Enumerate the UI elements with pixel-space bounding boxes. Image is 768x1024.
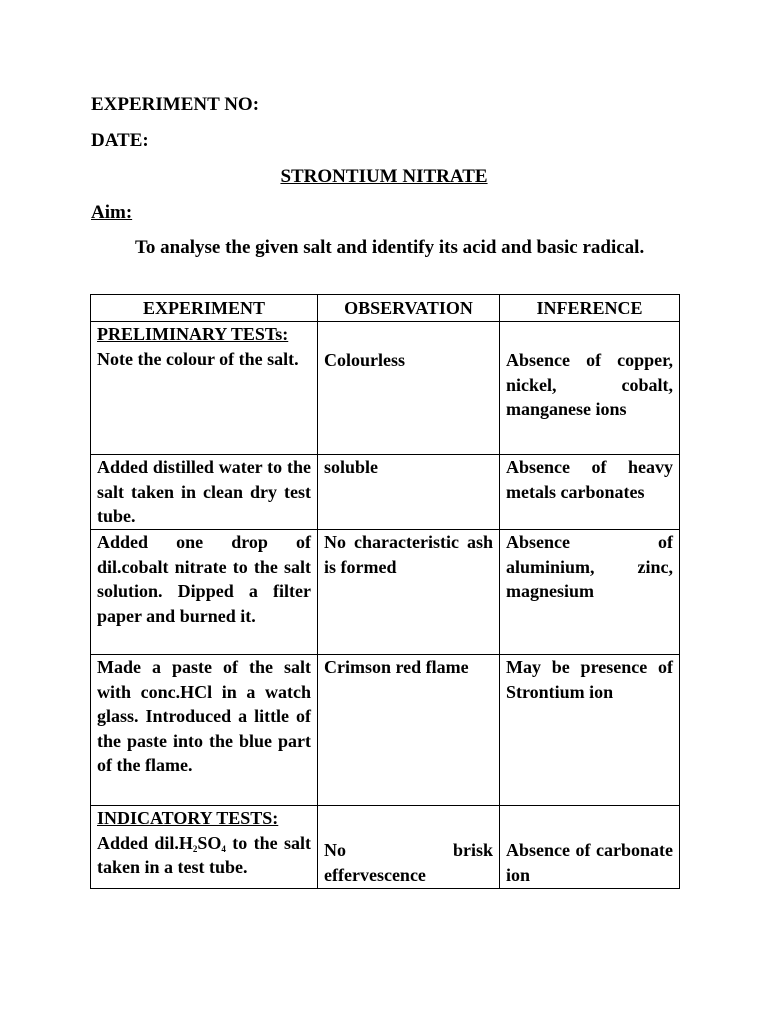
experiment-number-label: EXPERIMENT NO:	[91, 94, 260, 115]
page-title: STRONTIUM NITRATE	[280, 166, 488, 187]
inference-cell	[500, 806, 680, 889]
column-header-inference: INFERENCE	[500, 295, 680, 322]
inference-text: Absence of carbonate ion	[506, 840, 673, 885]
table-row	[91, 322, 680, 455]
experiment-cell	[91, 322, 318, 455]
experiment-text-part: to the salt taken in a test tube.	[97, 832, 311, 878]
experiment-text: Note the colour of the salt.	[97, 348, 299, 369]
experiment-cell: Added distilled water to the salt taken in clean dry test tube.	[91, 455, 318, 530]
experiment-cell	[91, 806, 318, 889]
table-row	[91, 806, 680, 889]
inference-cell: Absence of aluminium, zinc, magnesium	[500, 530, 680, 655]
experiment-cell: Made a paste of the salt with conc.HCl in a watch glass. Introduced a little of the paste into the blue part of the flame.	[91, 655, 318, 806]
inference-cell: Absence of heavy metals carbonates	[500, 455, 680, 530]
inference-cell	[500, 322, 680, 455]
observation-cell: No characteristic ash is formed	[318, 530, 500, 655]
experiment-text-part: Added dil.H	[97, 832, 193, 853]
table-row	[91, 455, 680, 530]
table-row	[91, 655, 680, 806]
subscript: 2	[192, 843, 198, 854]
inference-text: Absence of copper, nickel, cobalt, manganese ions	[506, 350, 673, 420]
observation-cell	[318, 322, 500, 455]
table-row	[91, 530, 680, 655]
table-header-row	[91, 295, 680, 322]
experiment-table	[90, 294, 680, 889]
aim-label: Aim:	[91, 202, 133, 223]
observation-text: No brisk effervescence	[324, 840, 493, 885]
subscript: 4	[221, 843, 226, 854]
observation-text: Colourless	[324, 350, 405, 370]
observation-cell: Crimson red flame	[318, 655, 500, 806]
observation-cell	[318, 806, 500, 889]
experiment-text-part: SO	[197, 832, 222, 853]
observation-cell: soluble	[318, 455, 500, 530]
inference-cell: May be presence of Strontium ion	[500, 655, 680, 806]
section-heading-preliminary: PRELIMINARY TESTs:	[97, 324, 289, 344]
experiment-text	[97, 831, 311, 880]
column-header-experiment: EXPERIMENT	[91, 295, 318, 322]
date-label: DATE:	[91, 130, 149, 151]
experiment-cell: Added one drop of dil.cobalt nitrate to the salt solution. Dipped a filter paper and burned it.	[91, 530, 318, 655]
section-heading-indicatory: INDICATORY TESTS:	[97, 808, 279, 828]
column-header-observation: OBSERVATION	[318, 295, 500, 322]
aim-text: To analyse the given salt and identify its acid and basic radical.	[135, 237, 645, 258]
